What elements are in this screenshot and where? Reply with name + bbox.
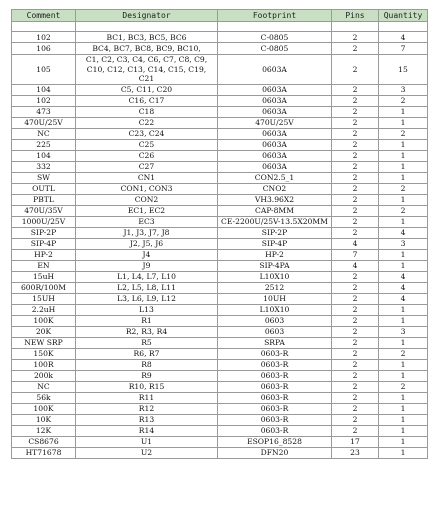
table-row [12,150,428,161]
cell-comment[interactable]: 105 [12,55,76,85]
column-header-quantity[interactable]: Quantity [379,10,428,22]
cell-comment[interactable]: 100K [12,403,76,414]
table-row [12,282,428,293]
table-row [12,106,428,117]
cell-comment[interactable]: 104 [12,150,76,161]
table-row [12,194,428,205]
cell-designator[interactable]: R5 [76,337,218,348]
cell-comment[interactable]: EN [12,260,76,271]
table-row [12,161,428,172]
cell-quantity[interactable]: 2 [379,205,428,216]
cell-footprint[interactable]: 0603-R [218,381,332,392]
cell-designator[interactable]: U1 [76,436,218,447]
cell-comment[interactable]: CS8676 [12,436,76,447]
table-row [12,117,428,128]
cell-footprint[interactable]: 0603A [218,161,332,172]
cell-pins[interactable]: 2 [332,348,379,359]
cell-comment[interactable]: 20K [12,326,76,337]
table-row [12,260,428,271]
cell-pins[interactable]: 2 [332,282,379,293]
cell-footprint[interactable]: 0603A [218,84,332,95]
cell-comment[interactable]: PBTL [12,194,76,205]
cell-designator[interactable]: C1, C2, C3, C4, C6, C7, C8, C9, C10, C12, C13, C14, C15, C19, C21 [76,55,218,85]
cell-comment[interactable]: 104 [12,84,76,95]
cell-pins[interactable]: 2 [332,392,379,403]
cell-quantity[interactable]: 1 [379,194,428,205]
cell-footprint[interactable]: 0603A [218,95,332,106]
cell-designator[interactable]: R6, R7 [76,348,218,359]
cell-designator[interactable]: C26 [76,150,218,161]
cell-comment[interactable]: 2.2uH [12,304,76,315]
cell-quantity[interactable]: 2 [379,95,428,106]
cell-pins[interactable]: 2 [332,150,379,161]
table-row [12,183,428,194]
cell-footprint[interactable]: SIP-4PA [218,260,332,271]
column-header-designator[interactable]: Designator [76,10,218,22]
cell-footprint[interactable]: 0603-R [218,359,332,370]
cell-comment[interactable]: 200k [12,370,76,381]
cell-footprint[interactable] [218,22,332,32]
table-row [12,326,428,337]
cell-designator[interactable]: CN1 [76,172,218,183]
cell-quantity[interactable]: 7 [379,43,428,55]
cell-pins[interactable]: 2 [332,172,379,183]
cell-quantity[interactable]: 1 [379,161,428,172]
cell-quantity[interactable]: 4 [379,293,428,304]
cell-quantity[interactable]: 3 [379,238,428,249]
cell-footprint[interactable]: 0603-R [218,348,332,359]
cell-footprint[interactable]: CON2.5_1 [218,172,332,183]
cell-quantity[interactable]: 2 [379,128,428,139]
cell-pins[interactable]: 2 [332,359,379,370]
table-row [12,249,428,260]
table-row [12,205,428,216]
cell-quantity[interactable]: 2 [379,183,428,194]
cell-footprint[interactable]: 0603A [218,128,332,139]
table-row [12,172,428,183]
cell-designator[interactable]: J4 [76,249,218,260]
table-row [12,315,428,326]
table-row [12,436,428,447]
cell-footprint[interactable]: 0603-R [218,392,332,403]
cell-comment[interactable]: 225 [12,139,76,150]
cell-pins[interactable]: 2 [332,370,379,381]
cell-designator[interactable]: R14 [76,425,218,436]
cell-pins[interactable]: 2 [332,381,379,392]
cell-footprint[interactable]: 0603A [218,139,332,150]
cell-comment[interactable]: 102 [12,32,76,43]
cell-pins[interactable]: 2 [332,106,379,117]
cell-quantity[interactable]: 4 [379,282,428,293]
cell-designator[interactable]: C23, C24 [76,128,218,139]
cell-footprint[interactable]: 470U/25V [218,117,332,128]
cell-footprint[interactable]: VH3.96X2 [218,194,332,205]
cell-footprint[interactable]: 0603 [218,326,332,337]
cell-footprint[interactable]: 0603-R [218,414,332,425]
cell-footprint[interactable]: 0603-R [218,403,332,414]
cell-footprint[interactable]: SIP-2P [218,227,332,238]
cell-pins[interactable]: 17 [332,436,379,447]
cell-quantity[interactable]: 15 [379,55,428,85]
cell-footprint[interactable]: 0603 [218,315,332,326]
cell-comment[interactable]: 473 [12,106,76,117]
cell-quantity[interactable]: 4 [379,227,428,238]
cell-pins[interactable]: 23 [332,447,379,458]
bom-sheet [11,9,427,459]
cell-designator[interactable]: R9 [76,370,218,381]
cell-quantity[interactable]: 1 [379,414,428,425]
cell-quantity[interactable]: 1 [379,370,428,381]
cell-comment[interactable]: 1000U/25V [12,216,76,227]
cell-pins[interactable]: 2 [332,425,379,436]
cell-designator[interactable]: C27 [76,161,218,172]
cell-quantity[interactable]: 2 [379,348,428,359]
cell-comment[interactable]: 106 [12,43,76,55]
cell-pins[interactable]: 2 [332,84,379,95]
column-header-footprint[interactable]: Footprint [218,10,332,22]
cell-designator[interactable]: R13 [76,414,218,425]
column-header-comment[interactable]: Comment [12,10,76,22]
cell-comment[interactable]: HT71678 [12,447,76,458]
cell-designator[interactable]: C22 [76,117,218,128]
cell-pins[interactable]: 2 [332,227,379,238]
table-row [12,403,428,414]
cell-footprint[interactable]: 0603-R [218,425,332,436]
cell-comment[interactable]: SW [12,172,76,183]
cell-quantity[interactable]: 3 [379,84,428,95]
cell-comment[interactable]: OUTL [12,183,76,194]
cell-quantity[interactable]: 2 [379,381,428,392]
cell-comment[interactable]: NC [12,381,76,392]
table-row [12,337,428,348]
cell-quantity[interactable]: 4 [379,271,428,282]
cell-pins[interactable] [332,22,379,32]
cell-comment[interactable] [12,22,76,32]
table-body [12,22,428,459]
cell-comment[interactable]: SIP-2P [12,227,76,238]
cell-quantity[interactable]: 1 [379,315,428,326]
table-row [12,293,428,304]
cell-quantity[interactable]: 1 [379,172,428,183]
cell-designator[interactable]: C5, C11, C20 [76,84,218,95]
cell-pins[interactable]: 2 [332,326,379,337]
cell-designator[interactable]: U2 [76,447,218,458]
table-row [12,32,428,43]
cell-designator[interactable]: J1, J3, J7, J8 [76,227,218,238]
cell-designator[interactable]: EC1, EC2 [76,205,218,216]
cell-designator[interactable]: C25 [76,139,218,150]
cell-footprint[interactable]: CE-2200U/25V-13.5X20MM [218,216,332,227]
cell-footprint[interactable]: SRPA [218,337,332,348]
cell-comment[interactable]: 100R [12,359,76,370]
cell-designator[interactable]: C16, C17 [76,95,218,106]
cell-pins[interactable]: 2 [332,194,379,205]
cell-designator[interactable]: R11 [76,392,218,403]
cell-designator[interactable]: BC1, BC3, BC5, BC6 [76,32,218,43]
table-row [12,447,428,458]
cell-designator[interactable] [76,22,218,32]
cell-pins[interactable]: 4 [332,238,379,249]
cell-quantity[interactable]: 1 [379,150,428,161]
cell-designator[interactable]: BC4, BC7, BC8, BC9, BC10, [76,43,218,55]
cell-comment[interactable]: NC [12,128,76,139]
cell-comment[interactable]: NEW SRP [12,337,76,348]
cell-quantity[interactable]: 1 [379,436,428,447]
cell-footprint[interactable]: SIP-4P [218,238,332,249]
table-row [12,238,428,249]
cell-pins[interactable]: 2 [332,304,379,315]
table-row [12,271,428,282]
cell-footprint[interactable]: L10X10 [218,304,332,315]
cell-designator[interactable]: L1, L4, L7, L10 [76,271,218,282]
header-row [12,10,428,22]
cell-pins[interactable]: 2 [332,117,379,128]
cell-comment[interactable]: 470U/35V [12,205,76,216]
cell-footprint[interactable]: CAP-8MM [218,205,332,216]
cell-comment[interactable]: 100K [12,315,76,326]
cell-designator[interactable]: EC3 [76,216,218,227]
cell-footprint[interactable]: 0603-R [218,370,332,381]
cell-footprint[interactable]: ESOP16_8528 [218,436,332,447]
cell-quantity[interactable]: 1 [379,425,428,436]
table-row [12,55,428,85]
cell-quantity[interactable]: 1 [379,392,428,403]
cell-quantity[interactable]: 1 [379,216,428,227]
cell-quantity[interactable]: 1 [379,260,428,271]
cell-comment[interactable]: HP-2 [12,249,76,260]
table-row [12,392,428,403]
cell-comment[interactable]: 600R/100M [12,282,76,293]
cell-designator[interactable]: J9 [76,260,218,271]
cell-quantity[interactable]: 3 [379,326,428,337]
cell-footprint[interactable]: 2512 [218,282,332,293]
cell-quantity[interactable]: 1 [379,249,428,260]
cell-designator[interactable]: L3, L6, L9, L12 [76,293,218,304]
cell-designator[interactable]: R12 [76,403,218,414]
cell-pins[interactable]: 2 [332,161,379,172]
table-row [12,370,428,381]
cell-designator[interactable]: CON2 [76,194,218,205]
cell-pins[interactable]: 2 [332,95,379,106]
cell-comment[interactable]: 15UH [12,293,76,304]
cell-designator[interactable]: R8 [76,359,218,370]
cell-comment[interactable]: 102 [12,95,76,106]
cell-pins[interactable]: 2 [332,315,379,326]
table-row [12,84,428,95]
cell-pins[interactable]: 2 [332,139,379,150]
cell-pins[interactable]: 2 [332,32,379,43]
table-row [12,381,428,392]
cell-pins[interactable]: 2 [332,216,379,227]
table-row [12,348,428,359]
cell-footprint[interactable]: 10UH [218,293,332,304]
cell-comment[interactable]: 12K [12,425,76,436]
cell-quantity[interactable]: 1 [379,337,428,348]
cell-pins[interactable]: 2 [332,293,379,304]
cell-pins[interactable]: 2 [332,43,379,55]
cell-pins[interactable]: 2 [332,403,379,414]
cell-footprint[interactable]: C-0805 [218,32,332,43]
column-header-pins[interactable]: Pins [332,10,379,22]
table-row [12,227,428,238]
cell-footprint[interactable]: 0603A [218,106,332,117]
table-row [12,139,428,150]
cell-comment[interactable]: 332 [12,161,76,172]
table-row [12,95,428,106]
cell-designator[interactable]: R2, R3, R4 [76,326,218,337]
cell-pins[interactable]: 2 [332,337,379,348]
cell-comment[interactable]: 150K [12,348,76,359]
cell-pins[interactable]: 2 [332,183,379,194]
cell-designator[interactable]: C18 [76,106,218,117]
table-row [12,359,428,370]
cell-footprint[interactable]: HP-2 [218,249,332,260]
cell-quantity[interactable]: 1 [379,403,428,414]
table-row [12,22,428,32]
cell-footprint[interactable]: L10X10 [218,271,332,282]
cell-designator[interactable]: R1 [76,315,218,326]
cell-designator[interactable]: J2, J5, J6 [76,238,218,249]
cell-footprint[interactable]: 0603A [218,150,332,161]
cell-quantity[interactable]: 1 [379,106,428,117]
cell-pins[interactable]: 2 [332,55,379,85]
cell-designator[interactable]: L2, L5, L8, L11 [76,282,218,293]
cell-quantity[interactable]: 1 [379,447,428,458]
table-row [12,414,428,425]
table-row [12,43,428,55]
cell-quantity[interactable]: 1 [379,359,428,370]
cell-pins[interactable]: 2 [332,414,379,425]
cell-quantity[interactable]: 1 [379,304,428,315]
cell-designator[interactable]: CON1, CON3 [76,183,218,194]
cell-quantity[interactable] [379,22,428,32]
cell-comment[interactable]: SIP-4P [12,238,76,249]
cell-pins[interactable]: 7 [332,249,379,260]
bom-table [11,9,428,459]
cell-footprint[interactable]: CNO2 [218,183,332,194]
cell-designator[interactable]: R10, R15 [76,381,218,392]
cell-comment[interactable]: 470U/25V [12,117,76,128]
cell-footprint[interactable]: 0603A [218,55,332,85]
cell-quantity[interactable]: 4 [379,32,428,43]
table-row [12,128,428,139]
table-row [12,304,428,315]
cell-quantity[interactable]: 1 [379,117,428,128]
cell-pins[interactable]: 4 [332,260,379,271]
table-row [12,216,428,227]
cell-comment[interactable]: 15uH [12,271,76,282]
cell-pins[interactable]: 2 [332,205,379,216]
cell-designator[interactable]: L13 [76,304,218,315]
cell-comment[interactable]: 56k [12,392,76,403]
cell-pins[interactable]: 2 [332,271,379,282]
cell-footprint[interactable]: C-0805 [218,43,332,55]
cell-comment[interactable]: 10K [12,414,76,425]
table-row [12,425,428,436]
cell-quantity[interactable]: 1 [379,139,428,150]
cell-footprint[interactable]: DFN20 [218,447,332,458]
cell-pins[interactable]: 2 [332,128,379,139]
